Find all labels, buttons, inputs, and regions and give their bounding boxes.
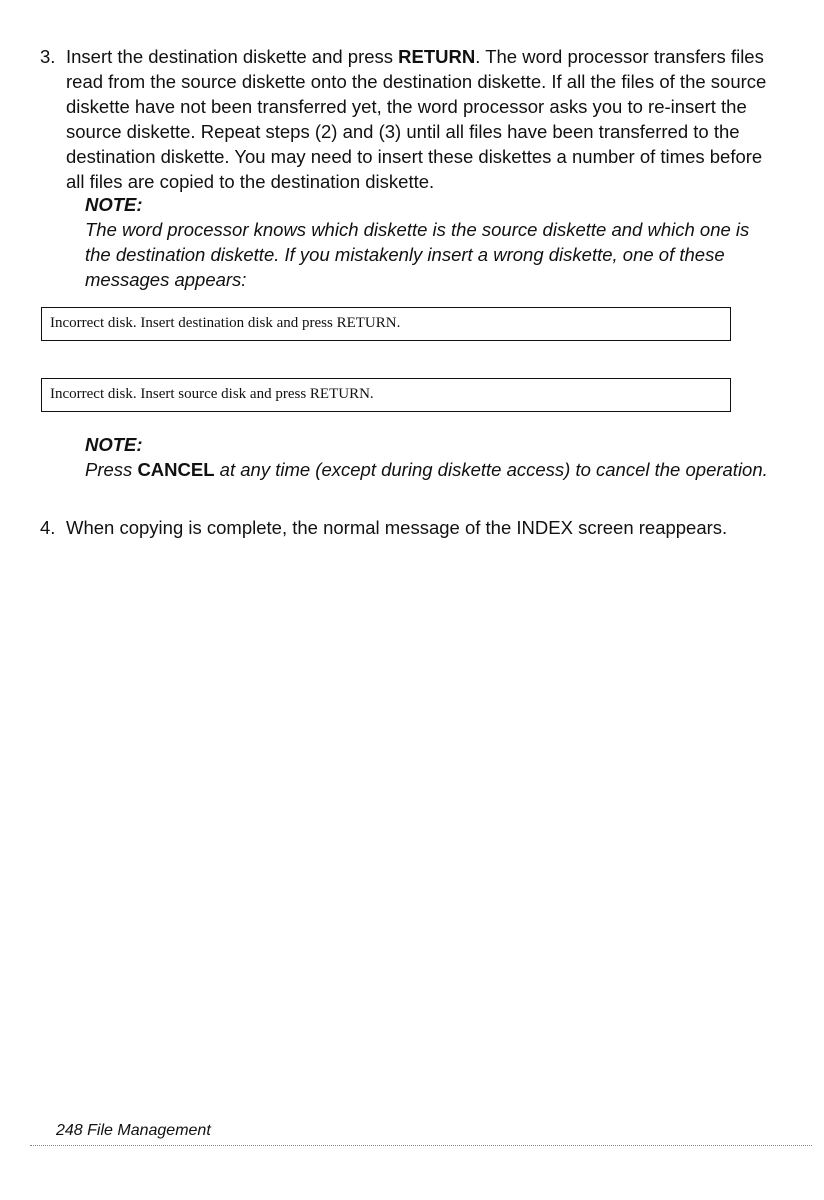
note-cancel xyxy=(85,432,775,482)
page-footer xyxy=(56,1122,211,1140)
step-3-number: 3. xyxy=(40,46,56,67)
step-3-text-before: Insert the destination diskette and press xyxy=(66,46,399,67)
step-4-text: When copying is complete, the normal message of the INDEX screen reappears. xyxy=(66,517,728,538)
cancel-key-label: CANCEL xyxy=(137,459,215,480)
message-source-text: Incorrect disk. Insert source disk and press RETURN. xyxy=(50,386,374,402)
footer-rule xyxy=(30,1145,812,1146)
message-box-source xyxy=(41,378,731,412)
note-2-body xyxy=(85,459,768,480)
note-1-title: NOTE: xyxy=(85,194,143,215)
message-destination-text: Incorrect disk. Insert destination disk and press RETURN. xyxy=(50,315,401,331)
page-number: 248 xyxy=(56,1122,83,1139)
section-title: File Management xyxy=(87,1122,211,1139)
step-4-number: 4. xyxy=(40,517,56,538)
note-1-body: The word processor knows which diskette is the source diskette and which one is the destination diskette. If you mistakenly insert a wrong diskette, one of these messages appears: xyxy=(85,219,750,290)
message-box-destination xyxy=(41,307,731,341)
step-3-text-after: . The word processor transfers files read from the source diskette onto the destination diskette. If all the files of the source diskette have not been transferred yet, the word processor asks you to re-insert the source diskette. Repeat steps (2) and (3) until all files have been transferred to the destination diskette. You may need to insert these diskettes a number of times before all files are copied to the destination diskette. xyxy=(66,46,767,192)
note-2-title: NOTE: xyxy=(85,434,143,455)
step-3 xyxy=(40,44,780,194)
note-2-text-before: Press xyxy=(85,459,138,480)
step-3-text xyxy=(66,44,780,194)
note-2-text-after: at any time (except during diskette access) to cancel the operation. xyxy=(214,459,768,480)
note-wrong-diskette xyxy=(85,192,775,292)
return-key-label: RETURN xyxy=(398,46,476,67)
step-4 xyxy=(40,515,780,540)
